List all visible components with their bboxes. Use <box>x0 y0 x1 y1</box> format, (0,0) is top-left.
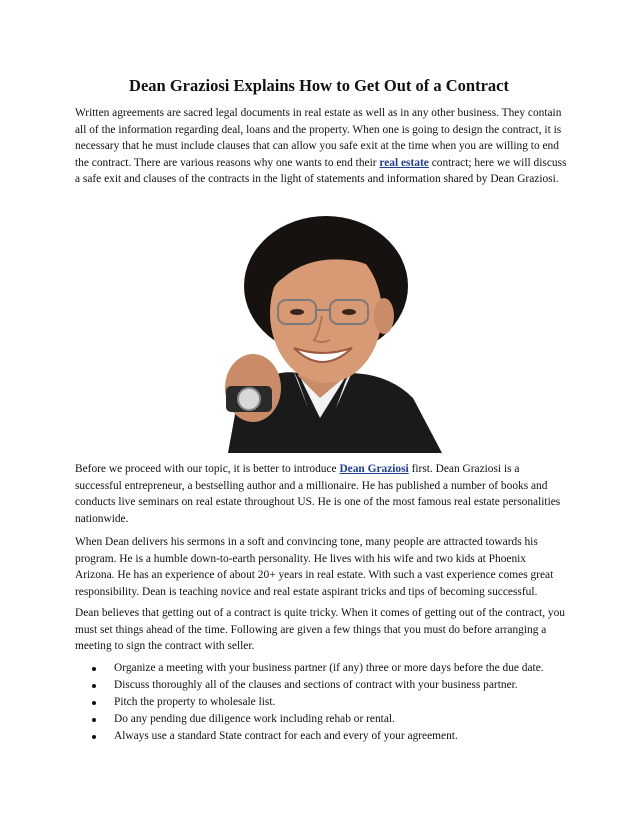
intro-text-before: Written agreements are sacred legal documents in real estate as well as in any other business. They contain all of the information regarding deal, loans and the property. When one is going to design the contract, it is necessary that he must include clauses that can allow you safe exit at the time when you are willing to end the contract. There are various reasons why one wants to end their <box>75 107 562 169</box>
intro-text-after: contract; here we will discuss a safe exit and clauses of the contracts in the light of statements and information shared by Dean Graziosi. <box>75 156 567 186</box>
introduction-text-after: first. Dean Graziosi is a successful entrepreneur, a bestselling author and a millionaire. He has published a number of books and conducts live seminars on real estate throughout US. He is one of the most famous real estate personalities nationwide. <box>75 463 561 525</box>
list-item: Do any pending due diligence work including rehab or rental. <box>75 711 567 728</box>
list-item: Organize a meeting with your business partner (if any) three or more days before the due date. <box>75 660 567 677</box>
real-estate-link[interactable]: real estate <box>379 156 429 169</box>
portrait-photo <box>198 208 442 453</box>
contract-advice-paragraph: Dean believes that getting out of a contract is quite tricky. When it comes of getting out of the contract, you must set things ahead of the time. Following are given a few things that you must do before arranging a meeting to sign the contract with seller. <box>75 607 565 653</box>
introduction-paragraph <box>75 461 567 527</box>
bullet-icon <box>92 701 96 705</box>
checklist <box>75 660 567 745</box>
introduction-text-before: Before we proceed with our topic, it is better to introduce <box>75 463 340 475</box>
list-item: Pitch the property to wholesale list. <box>75 694 567 711</box>
list-item: Always use a standard State contract for each and every of your agreement. <box>75 728 567 745</box>
bullet-icon <box>92 684 96 688</box>
page-title: Dean Graziosi Explains How to Get Out of a Contract <box>129 76 509 95</box>
bullet-icon <box>92 667 96 671</box>
bullet-icon <box>92 718 96 722</box>
bullet-icon <box>92 735 96 739</box>
intro-paragraph <box>75 105 567 188</box>
biography-paragraph: When Dean delivers his sermons in a soft and convincing tone, many people are attracted towards his program. He is a humble down-to-earth personality. He lives with his wife and two kids at Phoenix Arizona. He has an experience of about 20+ years in real estate. With such a vast experience comes great responsibility. Dean is teaching novice and real estate aspirant tricks and tips of becoming successful. <box>75 536 554 598</box>
list-item: Discuss thoroughly all of the clauses and sections of contract with your business partner. <box>75 677 567 694</box>
dean-graziosi-link[interactable]: Dean Graziosi <box>339 463 409 475</box>
